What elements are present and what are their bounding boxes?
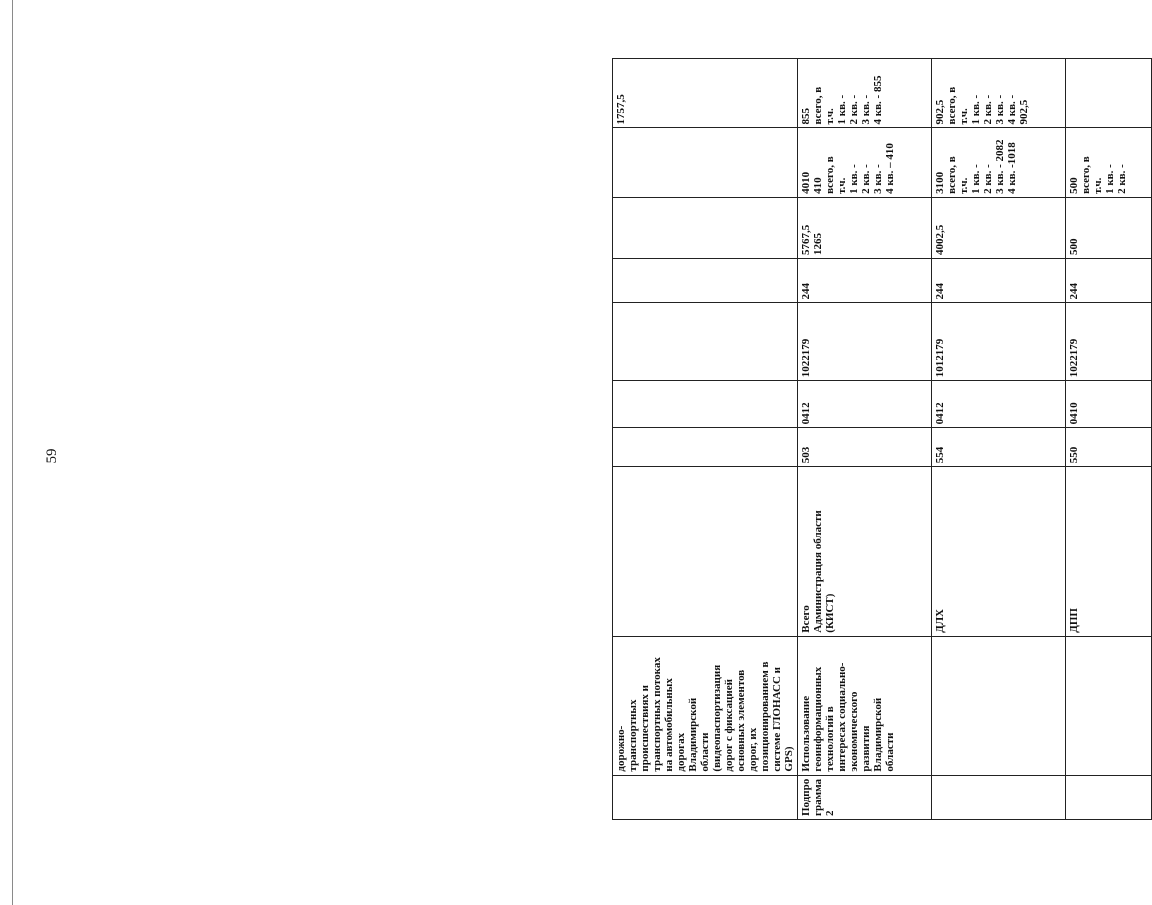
budget-table-container — [612, 58, 1152, 820]
cell-total-cont: 1757,5 — [613, 59, 798, 129]
cell-code: 550 — [1065, 428, 1151, 467]
cell-code: 503 — [798, 428, 932, 467]
cell-empty — [613, 467, 798, 636]
cell-executor: ДЛХ — [931, 467, 1065, 636]
cell-target: 1022179 — [1065, 303, 1151, 381]
cell-empty — [931, 636, 1065, 775]
cell-empty — [613, 381, 798, 428]
cell-2015: 855 всего, в т.ч. 1 кв. - 2 кв. - 3 кв. - 4 кв. - 855 — [798, 59, 932, 129]
cell-executor: ДПП — [1065, 467, 1151, 636]
cell-empty — [613, 775, 798, 819]
cell-type: 244 — [1065, 259, 1151, 303]
cell-2014: 500 всего, в т.ч. 1 кв. - 2 кв. - — [1065, 128, 1151, 197]
table-row-subprogram — [798, 59, 932, 820]
cell-empty — [613, 303, 798, 381]
table-row-dlh — [931, 59, 1065, 820]
cell-subprogram-title: Использование геоинформационных технологий в интересах социально- экономического развития Владимирской области — [798, 636, 932, 775]
cell-type: 244 — [798, 259, 932, 303]
cell-total: 5767,5 1265 — [798, 197, 932, 258]
cell-target: 1012179 — [931, 303, 1065, 381]
table-row-dpp — [1065, 59, 1151, 820]
table-row-continuation — [613, 59, 798, 820]
budget-table — [612, 58, 1152, 820]
cell-target: 1022179 — [798, 303, 932, 381]
cell-empty — [1065, 636, 1151, 775]
cell-empty — [613, 197, 798, 258]
cell-section: 0412 — [931, 381, 1065, 428]
rotated-page — [22, 18, 1128, 816]
cell-total: 4002,5 — [931, 197, 1065, 258]
cell-2014: 3100 всего, в т.ч. 1 кв. - 2 кв. - 3 кв. - 2082 4 кв. -1018 — [931, 128, 1065, 197]
cell-subprogram-label: Подпрограмма 2 — [798, 775, 932, 819]
cell-empty — [613, 259, 798, 303]
cell-2015 — [1065, 59, 1151, 129]
cell-empty — [931, 775, 1065, 819]
cell-2015: 902,5 всего, в т.ч. 1 кв. - 2 кв. - 3 кв. - 4 кв. - 902,5 — [931, 59, 1065, 129]
cell-section: 0412 — [798, 381, 932, 428]
page-number: 59 — [44, 448, 60, 464]
cell-empty — [613, 428, 798, 467]
cell-type: 244 — [931, 259, 1065, 303]
scan-page-edge — [12, 0, 13, 905]
cell-code: 554 — [931, 428, 1065, 467]
cell-empty — [1065, 775, 1151, 819]
cell-section: 0410 — [1065, 381, 1151, 428]
cell-2014: 4010 410 всего, в т.ч. 1 кв. - 2 кв. - 3 кв. - 4 кв. – 410 — [798, 128, 932, 197]
cell-description: дорожно- транспортных происшествиях и транспортных потоках на автомобильных дорогах Владимирской области (видеопаспортизация дорог с фиксацией основных элементов дорог, их позиционированием в системе ГЛОНАСС и GPS) — [613, 636, 798, 775]
cell-executor: Всего Администрация области (КИСТ) — [798, 467, 932, 636]
cell-empty — [613, 128, 798, 197]
cell-total: 500 — [1065, 197, 1151, 258]
